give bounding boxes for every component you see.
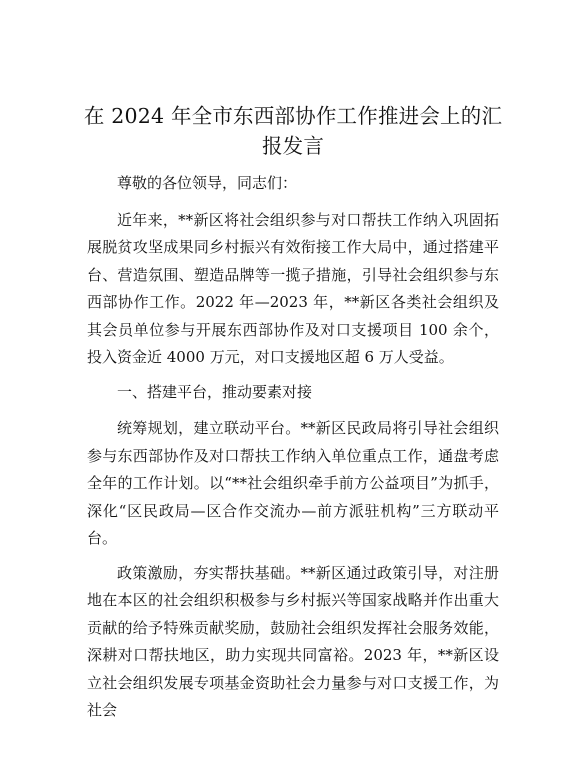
body-paragraph [87, 560, 499, 725]
salutation: 尊敬的各位领导，同志们： [117, 174, 298, 192]
paragraph-text: **新区民政局将引导社会组织参与东西部协作及对口帮扶工作纳入单位重点工作，通盘考虑全年的工作计划。以“**社会组织牵手前方公益项目”为抓手，深化“区民政局—区合作交流办—前方派驻机构”三方联动平台。 [87, 419, 499, 547]
intro-paragraph: 近年来，**新区将社会组织参与对口帮扶工作纳入巩固拓展脱贫攻坚成果同乡村振兴有效衔接工作大局中，通过搭建平台、营造氛围、塑造品牌等一揽子措施，引导社会组织参与东西部协作工作。2022 年—2023 年，**新区各类社会组织及其会员单位参与开展东西部协作及对口支援项目 100 余个，投入资金近 4000 万元，对口支援地区超 6 万人受益。 [87, 210, 499, 366]
paragraph-lead: 政策激励，夯实帮扶基础。 [117, 563, 301, 582]
paragraph-lead: 统筹规划，建立联动平台。 [117, 419, 301, 437]
paragraph-text: **新区通过政策引导，对注册地在本区的社会组织积极参与乡村振兴等国家战略并作出重大贡献的给予特殊贡献奖励，鼓励社会组织发挥社会服务效能，深耕对口帮扶地区，助力实现共同富裕。2023 年，**新区设立社会组织发展专项基金资助社会力量参与对口支援工作，为社会 [87, 563, 499, 719]
body-paragraph [87, 415, 499, 553]
document-body [87, 170, 499, 732]
section-heading: 一、搭建平台，推动要素对接 [117, 382, 313, 401]
document-title: 在 2024 年全市东西部协作工作推进会上的汇报发言 [83, 104, 503, 158]
